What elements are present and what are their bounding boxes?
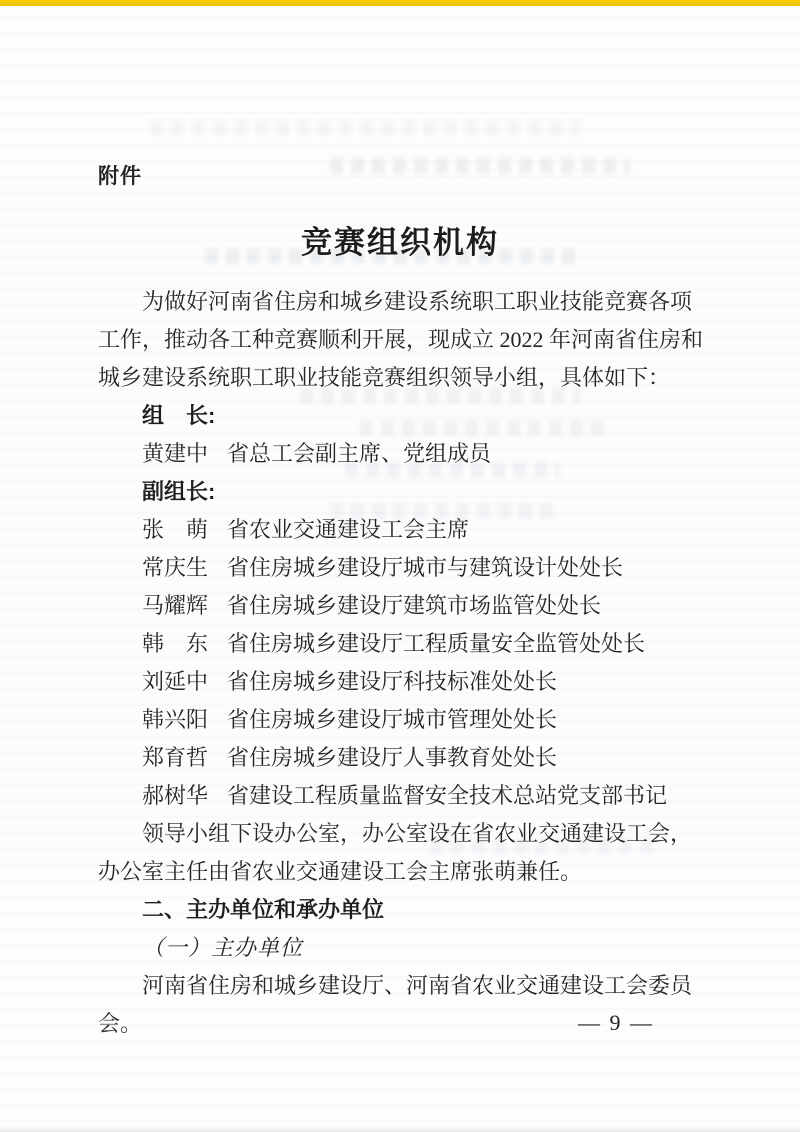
section-two-heading: 二、主办单位和承办单位 xyxy=(142,897,385,922)
person-title: 省农业交通建设工会主席 xyxy=(227,517,470,542)
person-name: 刘延中 xyxy=(142,669,209,694)
deputy-row xyxy=(98,739,708,777)
person-name: 张 萌 xyxy=(142,517,209,542)
person-name: 马耀辉 xyxy=(142,593,209,618)
deputy-row xyxy=(98,549,708,587)
person-name: 黄建中 xyxy=(142,441,209,466)
person-title: 省住房城乡建设厅科技标准处处长 xyxy=(227,669,558,694)
person-title: 省总工会副主席、党组成员 xyxy=(227,441,492,466)
leader-heading: 组 长: xyxy=(142,403,216,428)
bleed-through-artifact xyxy=(330,158,630,174)
person-title: 省住房城乡建设厅建筑市场监管处处长 xyxy=(227,593,602,618)
person-name: 郑育哲 xyxy=(142,745,209,770)
deputy-row xyxy=(98,701,708,739)
person-name: 韩 东 xyxy=(142,631,209,656)
page-number: — 9 — xyxy=(578,1010,654,1035)
person-title: 省住房城乡建设厅城市与建筑设计处处长 xyxy=(227,555,624,580)
person-title: 省建设工程质量监督安全技术总站党支部书记 xyxy=(227,783,668,808)
intro-paragraph: 为做好河南省住房和城乡建设系统职工职业技能竞赛各项工作，推动各工种竞赛顺利开展，现成立 2022 年河南省住房和城乡建设系统职工职业技能竞赛组织领导小组，具体如下： xyxy=(98,289,704,390)
section-two-body: 河南省住房和城乡建设厅、河南省农业交通建设工会委员会。 xyxy=(98,973,693,1036)
person-title: 省住房城乡建设厅工程质量安全监管处处长 xyxy=(227,631,646,656)
deputy-row xyxy=(98,777,708,815)
attachment-label: 附件 xyxy=(98,165,142,188)
person-name: 韩兴阳 xyxy=(142,707,209,732)
deputy-row xyxy=(98,587,708,625)
document-title: 竞赛组织机构 xyxy=(301,224,499,260)
person-title: 省住房城乡建设厅城市管理处处长 xyxy=(227,707,558,732)
deputy-row xyxy=(98,625,708,663)
section-two-sub-heading: （一）主办单位 xyxy=(142,935,304,960)
leader-row xyxy=(98,435,708,473)
scan-bottom-edge xyxy=(0,1127,800,1132)
document-body xyxy=(98,283,708,1043)
office-paragraph: 领导小组下设办公室，办公室设在省农业交通建设工会，办公室主任由省农业交通建设工会主席张萌兼任。 xyxy=(98,821,693,884)
person-name: 常庆生 xyxy=(142,555,209,580)
deputy-heading: 副组长: xyxy=(142,479,216,504)
deputy-row xyxy=(98,511,708,549)
bleed-through-artifact xyxy=(150,120,580,136)
person-title: 省住房城乡建设厅人事教育处处长 xyxy=(227,745,558,770)
scan-edge-yellow-bar xyxy=(0,0,800,6)
deputy-row xyxy=(98,663,708,701)
person-name: 郝树华 xyxy=(142,783,209,808)
